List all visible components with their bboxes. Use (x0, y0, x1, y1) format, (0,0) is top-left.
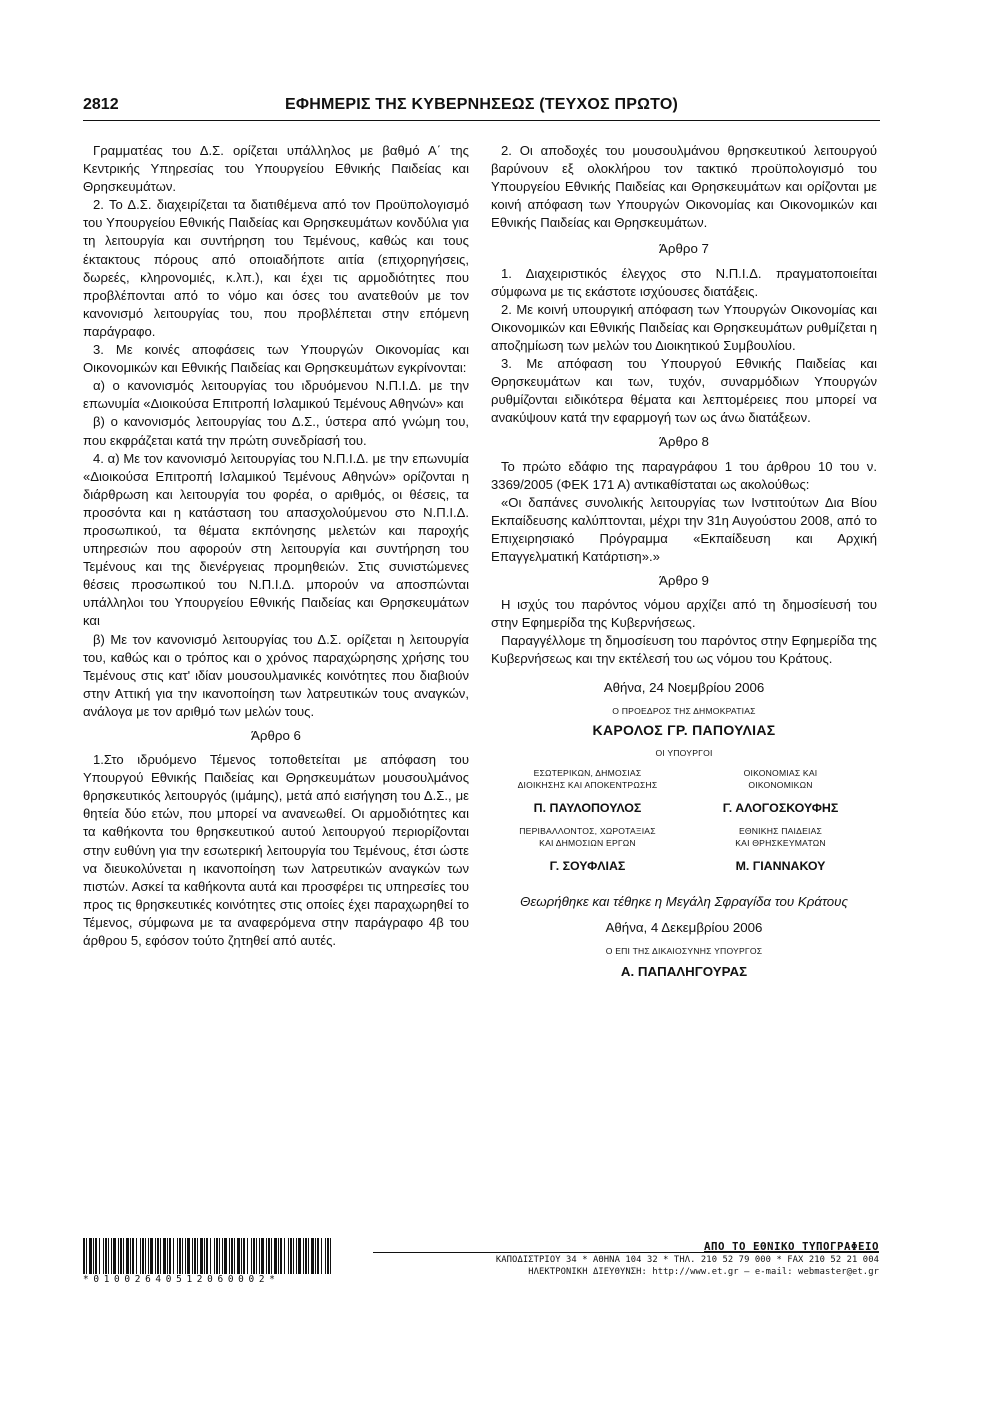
minister-title-line: ΚΑΙ ΔΗΜΟΣΙΩΝ ΕΡΓΩΝ (539, 837, 636, 848)
minister-title (684, 825, 877, 851)
ministers-row (491, 767, 877, 825)
signature-block (491, 679, 877, 982)
minister-signature (491, 767, 684, 825)
paragraph: Γραμματέας του Δ.Σ. ορίζεται υπάλληλος με βαθμό Α΄ της Κεντρικής Υπηρεσίας του Υπουργείου Εθνικής Παιδείας και Θρησκευμάτων. (83, 143, 469, 195)
article-6-heading: Άρθρο 6 (251, 728, 301, 743)
paragraph: «Οι δαπάνες συνολικής λειτουργίας των Ινστιτούτων Δια Βίου Εκπαίδευσης καλύπτονται, μέχρι την 31η Αυγούστου 2008, από το Επιχειρησιακό Πρόγραμμα «Εκπαίδευση και Αρχική Επαγγελματική Κατάρτιση».» (491, 494, 877, 564)
paragraph: Παραγγέλλομε τη δημοσίευση του παρόντος στην Εφημερίδα της Κυβερνήσεως και την εκτέλεσή του ως νόμου του Κράτους. (491, 633, 877, 667)
justice-minister-title: Ο ΕΠΙ ΤΗΣ ΔΙΚΑΙΟΣΥΝΗΣ ΥΠΟΥΡΓΟΣ (605, 946, 763, 957)
ministers-title: ΟΙ ΥΠΟΥΡΓΟΙ (655, 747, 713, 758)
minister-title-line: ΟΙΚΟΝΟΜΙΑΣ ΚΑΙ (743, 767, 818, 778)
ministers-row (491, 825, 877, 883)
minister-title (491, 825, 684, 851)
paragraph: 2. Το Δ.Σ. διαχειρίζεται τα διατιθέμενα από τον Προϋπολογισμό του Υπουργείου Εθνικής Παιδείας και Θρησκευμάτων κονδύλια για τη λειτουργία και συντήρηση του Τεμένους, καθώς και τους έκτακτους πόρους από οποιαδήποτε αιτία (επιχορηγήσεις, δωρεές, κληρονομιές, κ.λπ.), και έχει τις αρμοδιότητες που προβλέπονται από το νόμο και όσες του ανατεθούν με τον κανονισμό λειτουργίας του, που προβλέπεται στην επόμενη παράγραφο. (83, 197, 469, 339)
minister-signature (684, 767, 877, 825)
minister-name: Γ. ΑΛΟΓΟΣΚΟΥΦΗΣ (722, 800, 839, 815)
paragraph: 3. Με κοινές αποφάσεις των Υπουργών Οικονομίας και Οικονομικών και Εθνικής Παιδείας και Θρησκευμάτων εγκρίνονται: (83, 342, 469, 376)
place-date: Αθήνα, 24 Νοεμβρίου 2006 (603, 679, 765, 695)
minister-signature (491, 825, 684, 883)
paragraph: 1. Διαχειριστικός έλεγχος στο Ν.Π.Ι.Δ. πραγματοποιείται σύμφωνα με τις εκάστοτε ισχύουσες διατάξεις. (491, 265, 877, 299)
paragraph: Η ισχύς του παρόντος νόμου αρχίζει από τη δημοσίευσή του στην Εφημερίδα της Κυβερνήσεως. (491, 597, 877, 631)
page-header (83, 94, 880, 121)
right-column (491, 142, 877, 981)
paragraph: α) ο κανονισμός λειτουργίας του ιδρυόμενου Ν.Π.Ι.Δ. με την επωνυμία «Διοικούσα Επιτροπή Ισλαμικού Τεμένους Αθηνών» και (83, 378, 469, 412)
article-7-heading: Άρθρο 7 (659, 241, 709, 257)
seal-statement: Θεωρήθηκε και τέθηκε η Μεγάλη Σφραγίδα του Κράτους (520, 893, 848, 909)
president-name: ΚΑΡΟΛΟΣ ΓΡ. ΠΑΠΟΥΛΙΑΣ (592, 721, 776, 738)
president-title: Ο ΠΡΟΕΔΡΟΣ ΤΗΣ ΔΗΜΟΚΡΑΤΙΑΣ (612, 705, 756, 716)
article-8-heading: Άρθρο 8 (659, 434, 709, 450)
printer-web: ΗΛΕΚΤΡΟΝΙΚΗ ΔΙΕΥΘΥΝΣΗ: http://www.et.gr – e-mail: webmaster@et.gr (528, 1266, 879, 1277)
paragraph: 3. Με απόφαση του Υπουργού Εθνικής Παιδείας και Θρησκευμάτων και των, τυχόν, συναρμόδιων Υπουργών ρυθμίζονται ειδικότερα θέματα και λεπτομέρειες που μπορεί να ανακύψουν κατά την εφαρμογή των ως άνω διατάξεων. (491, 356, 877, 426)
minister-signature (684, 825, 877, 883)
minister-name: Γ. ΣΟΥΦΛΙΑΣ (549, 858, 626, 873)
place-date: Αθήνα, 4 Δεκεμβρίου 2006 (605, 920, 763, 935)
minister-title-line: ΟΙΚΟΝΟΜΙΚΩΝ (748, 779, 813, 790)
paragraph: 4. α) Με τον κανονισμό λειτουργίας του Ν.Π.Ι.Δ. με την επωνυμία «Διοικούσα Επιτροπή Ισλαμικού Τεμένους Αθηνών» ορίζονται η διάρθρωση και λειτουργία του φορέα, ο αριθμός, οι θέσεις, τα προσόντα και η κατάσταση του απασχολούμενου στο Ν.Π.Ι.Δ. προσωπικού, τα θέματα εκπόνησης μελετών και παροχής υπηρεσιών που αφορούν στη λειτουργία και συντήρηση του Τεμένους και της διενέργειας προμηθειών. Στις συνιστώμενες θέσεις προσωπικού του Ν.Π.Ι.Δ. μπορούν να αποσπώνται υπάλληλοι του Υπουργείου Εθνικής Παιδείας και Θρησκευμάτων και (83, 450, 469, 629)
paragraph: 2. Οι αποδοχές του μουσουλμάνου θρησκευτικού λειτουργού βαρύνουν εξ ολοκλήρου τον τακτικό προϋπολογισμό του Υπουργείου Εθνικής Παιδείας και Θρησκευμάτων και ορίζονται με κοινή απόφαση των Υπουργών Οικονομίας και Οικονομικών και Εθνικής Παιδείας και Θρησκευμάτων. (491, 143, 877, 231)
minister-title-line: ΔΙΟΙΚΗΣΗΣ ΚΑΙ ΑΠΟΚΕΝΤΡΩΣΗΣ (517, 779, 658, 790)
gazette-title: ΕΦΗΜΕΡΙΣ ΤΗΣ ΚΥΒΕΡΝΗΣΕΩΣ (ΤΕΥΧΟΣ ΠΡΩΤΟ) (284, 96, 678, 113)
minister-title-line: ΕΣΩΤΕΡΙΚΩΝ, ΔΗΜΟΣΙΑΣ (533, 767, 642, 778)
left-column (83, 142, 469, 950)
paragraph: 1.Στο ιδρυόμενο Τέμενος τοποθετείται με απόφαση του Υπουργού Εθνικής Παιδείας και Θρησκευμάτων μουσουλμάνος θρησκευτικός λειτουργός (ιμάμης), μετά από εισήγηση του Δ.Σ., με θητεία δύο ετών, που μπορεί να ανανεωθεί. Οι αρμοδιότητες και τα καθήκοντα του θρησκευτικού αυτού λειτουργού περιορίζονται στην ευθύνη για την εσωτερική λειτουργία του Τεμένους, έτσι ώστε να διευκολύνεται η ικανοποίηση των λατρευτικών αναγκών των πιστών. Ασκεί τα καθήκοντα αυτά και προσφέρει τις υπηρεσίες του προς τις θρησκευτικές κοινότητες στις οποίες έχει παραχωρηθεί το Τέμενος, σύμφωνα με τα αναφερόμενα στην παράγραφο 4β του άρθρου 5, εφόσον τούτο ζητηθεί από αυτές. (83, 752, 469, 949)
article-9-heading: Άρθρο 9 (659, 573, 709, 589)
minister-title-line: ΚΑΙ ΘΡΗΣΚΕΥΜΑΤΩΝ (735, 837, 826, 848)
page-number: 2812 (83, 96, 119, 113)
justice-minister-name: Α. ΠΑΠΑΛΗΓΟΥΡΑΣ (620, 964, 748, 980)
paragraph: Το πρώτο εδάφιο της παραγράφου 1 του άρθρου 10 του ν. 3369/2005 (ΦΕΚ 171 Α) αντικαθίσταται ως ακολούθως: (491, 458, 877, 492)
paragraph: β) ο κανονισμός λειτουργίας του Δ.Σ., ύστερα από γνώμη του, που εκφράζεται κατά την πρώτη συνεδρίασή του. (83, 414, 469, 448)
barcode-icon (83, 1238, 335, 1274)
printer-address: ΚΑΠΟΔΙΣΤΡΙΟΥ 34 * ΑΘΗΝΑ 104 32 * ΤΗΛ. 210 52 79 000 * FAX 210 52 21 004 (495, 1255, 879, 1265)
printer-footer (496, 1240, 879, 1278)
minister-title (491, 767, 684, 793)
minister-title-line: ΠΕΡΙΒΑΛΛΟΝΤΟΣ, ΧΩΡΟΤΑΞΙΑΣ (519, 825, 656, 836)
minister-title (684, 767, 877, 793)
printer-title: ΑΠΟ ΤΟ ΕΘΝΙΚΟ ΤΥΠΟΓΡΑΦΕΙΟ (703, 1240, 879, 1253)
paragraph: 2. Με κοινή υπουργική απόφαση των Υπουργών Οικονομίας και Οικονομικών και Εθνικής Παιδείας και Θρησκευμάτων ρυθμίζεται η αποζημίωση των μελών του Διοικητικού Συμβουλίου. (491, 301, 877, 353)
minister-name: Π. ΠΑΥΛΟΠΟΥΛΟΣ (533, 800, 642, 815)
barcode-number: *01002640512060002* (83, 1274, 280, 1285)
paragraph: β) Με τον κανονισμό λειτουργίας του Δ.Σ. ορίζεται η λειτουργία του, καθώς και ο τρόπος και ο χρόνος παραχώρησης χρήσης του Τεμένους στις κατ' ιδίαν μουσουλμανικές κοινότητες που διαβιούν στην Αττική για την ικανοποίηση των λατρευτικών τους αναγκών, ανάλογα με τον αριθμό των μελών τους. (83, 631, 469, 719)
minister-name: Μ. ΓΙΑΝΝΑΚΟΥ (735, 858, 826, 873)
minister-title-line: ΕΘΝΙΚΗΣ ΠΑΙΔΕΙΑΣ (738, 825, 823, 836)
